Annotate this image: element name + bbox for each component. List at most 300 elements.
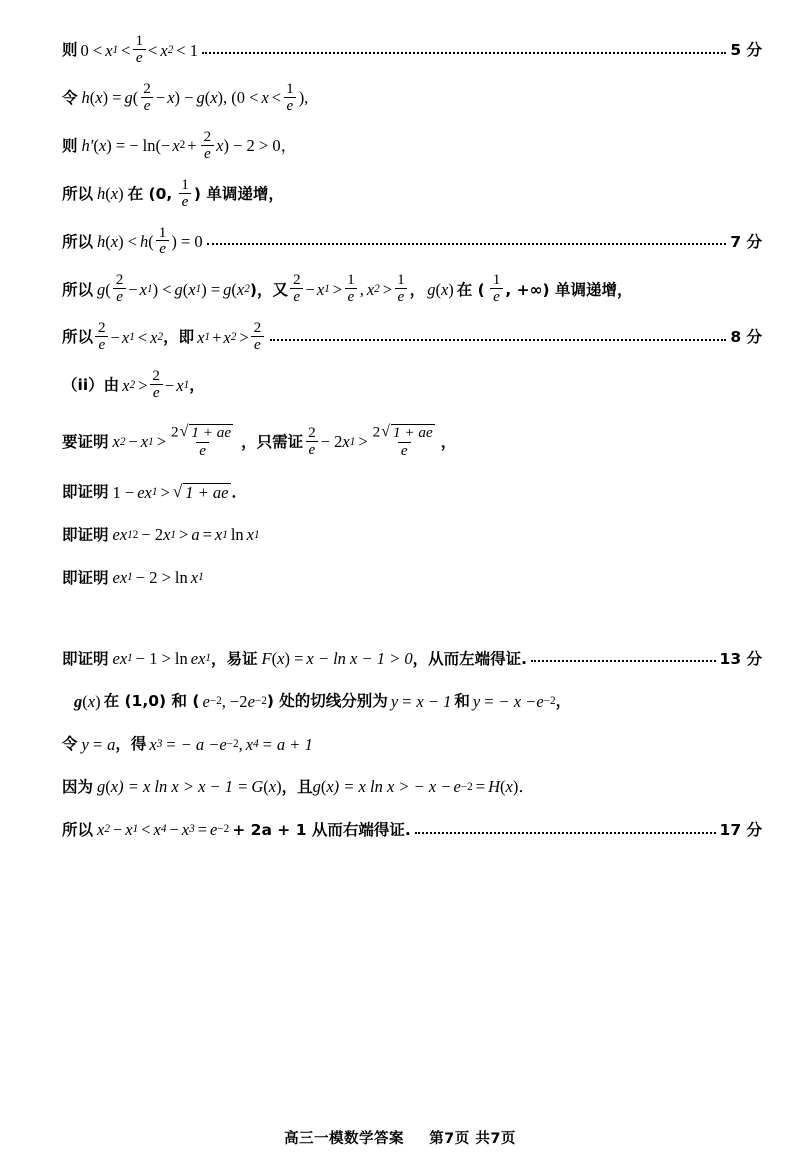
line1-frac-den: e bbox=[133, 49, 146, 66]
line15-x3-sub: 3 bbox=[156, 737, 163, 750]
line2-close: ), (0 < bbox=[217, 88, 259, 108]
line3-h-prime: h′ bbox=[81, 136, 94, 156]
line6-g3: g bbox=[223, 279, 232, 299]
line9-radicand: 1 + ae bbox=[191, 424, 232, 441]
line11-sup: 2 bbox=[132, 528, 139, 541]
line13-score: 13 分 bbox=[719, 649, 762, 668]
line12-x1: x bbox=[119, 568, 128, 588]
line7-frac2-num: 2 bbox=[253, 319, 262, 337]
line17-x2-sub: 2 bbox=[104, 823, 110, 836]
line3-xv: x bbox=[216, 136, 224, 156]
line13-close: ) = bbox=[284, 649, 304, 669]
line17-e-sup: −2 bbox=[217, 823, 230, 836]
line16-H-close: )． bbox=[512, 777, 535, 797]
line6-gf-open: ( bbox=[435, 279, 441, 299]
line3-open: ( bbox=[93, 136, 99, 156]
line2-mid: ) − bbox=[174, 88, 194, 108]
line3-x: x bbox=[98, 136, 107, 156]
line8-fraction-2-over-e bbox=[149, 368, 163, 401]
radical-icon-c: √ bbox=[172, 481, 183, 501]
line16-H-x: x bbox=[505, 777, 513, 797]
line8-x2: x bbox=[122, 375, 130, 395]
line14-g: g bbox=[74, 691, 83, 711]
line1-prefix: 则 bbox=[62, 41, 78, 60]
line17-x4-sub: 4 bbox=[160, 823, 167, 836]
line2-h: h bbox=[81, 88, 90, 108]
line2-g2-x: x bbox=[210, 88, 218, 108]
line16-G-close: ) bbox=[276, 777, 282, 797]
line16-close: ) = x ln x > x − 1 = bbox=[118, 777, 249, 797]
line3-frac-den: e bbox=[201, 145, 214, 162]
line13-mid: ，易证 bbox=[211, 649, 258, 668]
line6-gf: g bbox=[427, 279, 436, 299]
solution-line-14 bbox=[62, 692, 762, 712]
line9-frac-num-lead: 2 bbox=[171, 423, 179, 441]
line13-x1: x bbox=[119, 649, 128, 669]
line7-gt: > bbox=[239, 327, 249, 347]
line16-x: x bbox=[110, 777, 119, 797]
solution-line-16 bbox=[62, 777, 762, 797]
line2-g: g bbox=[124, 88, 133, 108]
line15-e-sup: −2 bbox=[226, 737, 239, 750]
line16-g2-open: ( bbox=[320, 777, 327, 797]
line2-paren2: ) = bbox=[102, 88, 122, 108]
line6-g3-x: x bbox=[236, 279, 245, 299]
line3-sup2: 2 bbox=[179, 139, 186, 152]
line7-dot-leader bbox=[270, 329, 726, 341]
line4-prefix: 所以 bbox=[62, 184, 94, 203]
line2-x-var: x bbox=[261, 88, 269, 108]
line10-expr: 1 − bbox=[112, 482, 135, 502]
line7-x2: x bbox=[150, 327, 158, 347]
line6-frac-den: e bbox=[113, 288, 126, 305]
line17-x4: x bbox=[153, 820, 161, 840]
line14-mid2: ) 处的切线分别为 bbox=[266, 692, 388, 711]
line8-minus: − bbox=[164, 375, 175, 395]
solution-line-1 bbox=[62, 34, 762, 67]
line6-frac2-num: 2 bbox=[292, 271, 301, 289]
line5-close: ) < bbox=[118, 232, 138, 252]
line16-G-open: ( bbox=[263, 777, 269, 797]
line9-x1: x bbox=[140, 432, 149, 452]
line2-g2-open: ( bbox=[204, 88, 211, 108]
line5-prefix: 所以 bbox=[62, 232, 94, 251]
line6-x1: x bbox=[139, 279, 147, 299]
line9-minus2: − 2 bbox=[320, 432, 343, 452]
line4-tail: ) 单调递增， bbox=[193, 184, 284, 203]
line3-fraction-2-over-e bbox=[201, 129, 215, 162]
line2-x: x bbox=[95, 88, 103, 108]
line11-eq: = bbox=[202, 525, 212, 545]
line11-gt: > bbox=[179, 525, 189, 545]
line16-g2: g bbox=[312, 777, 321, 797]
line6-g3-open: ( bbox=[231, 279, 237, 299]
line6-g3-close: )，又 bbox=[249, 280, 288, 299]
line13-ln: ln bbox=[174, 649, 188, 669]
line17-lt: < bbox=[141, 820, 151, 840]
line6-fraction-2-over-e-b bbox=[290, 272, 304, 305]
line7-fraction-2-over-e bbox=[95, 320, 109, 353]
line6-frac4-num: 1 bbox=[397, 271, 405, 289]
line1-x2: x bbox=[160, 40, 168, 60]
line6-x2c: x bbox=[366, 279, 375, 299]
line2-minus: − bbox=[155, 88, 166, 108]
line15-x4-sub: 4 bbox=[253, 737, 259, 750]
line12-x1-sub: 1 bbox=[127, 571, 133, 584]
line7-plus: + bbox=[212, 327, 222, 347]
line7-frac-den: e bbox=[95, 336, 108, 353]
line4-x: x bbox=[110, 184, 119, 204]
line3-tail: ) − 2 > 0， bbox=[223, 136, 298, 156]
line13-e: e bbox=[112, 649, 120, 669]
solution-line-9 bbox=[62, 425, 762, 460]
line9-frac2-num: 2 bbox=[308, 423, 316, 441]
line13-expr: x − ln x − 1 > 0 bbox=[306, 649, 413, 669]
line9-x1-sub: 1 bbox=[148, 435, 154, 448]
line12-prefix: 即证明 bbox=[62, 568, 109, 587]
line4-frac-den: e bbox=[179, 193, 192, 210]
line6-x1b: x bbox=[316, 279, 325, 299]
line2-g2: g bbox=[196, 88, 205, 108]
line6-frac2-den: e bbox=[290, 288, 303, 305]
line17-minus: − bbox=[112, 820, 123, 840]
line6-fraction-1-over-e-b bbox=[394, 272, 408, 305]
line9-mid: ，只需证 bbox=[241, 433, 304, 452]
line10-gt: > bbox=[160, 482, 170, 502]
line13-F: F bbox=[261, 649, 272, 669]
line12-e: e bbox=[112, 568, 120, 588]
line11-x1c: x bbox=[214, 525, 223, 545]
line13-x1b: x bbox=[198, 649, 206, 669]
footer-label: 高三一模数学答案 bbox=[284, 1131, 405, 1147]
line10-tail: ． bbox=[231, 483, 248, 502]
line11-x1-sub: 1 bbox=[127, 528, 133, 541]
line13-dot-leader bbox=[531, 650, 715, 662]
line6-frac3-num: 1 bbox=[347, 271, 355, 289]
line4-frac-num: 1 bbox=[181, 175, 189, 193]
line12-ln: ln bbox=[174, 568, 188, 588]
solution-line-15 bbox=[62, 735, 762, 755]
solution-line-6 bbox=[62, 273, 762, 306]
line15-x4: x bbox=[245, 734, 254, 754]
line5-x: x bbox=[110, 232, 119, 252]
line6-x1b-sub: 1 bbox=[324, 283, 330, 296]
solution-line-10 bbox=[62, 483, 762, 503]
line6-g: g bbox=[97, 279, 106, 299]
line14-e3-sup: −2 bbox=[543, 695, 556, 707]
line16-g2-close: ) = x ln x > − x − bbox=[333, 777, 452, 797]
line17-minus2: − bbox=[169, 820, 179, 840]
line3-prefix: 则 bbox=[62, 136, 78, 155]
line4-h: h bbox=[97, 184, 106, 204]
line8-frac-num: 2 bbox=[152, 367, 160, 385]
line14-e-sup: −2 bbox=[209, 695, 222, 707]
line10-sqrt bbox=[173, 483, 231, 502]
solution-line-11 bbox=[62, 525, 762, 545]
line17-x1: x bbox=[125, 820, 133, 840]
line5-close2: ) = 0 bbox=[171, 232, 203, 252]
solution-line-12 bbox=[62, 568, 762, 588]
line15-x3: x bbox=[149, 734, 157, 754]
line6-g2-sub: 1 bbox=[195, 283, 202, 296]
line7-mid: ，即 bbox=[163, 328, 195, 347]
line6-prefix: 所以 bbox=[62, 280, 94, 299]
line3-plus: + bbox=[187, 136, 197, 156]
line2-paren1: ( bbox=[89, 88, 96, 108]
line7-frac2-den: e bbox=[251, 336, 264, 353]
solution-body bbox=[62, 34, 762, 849]
line9-x2: x bbox=[112, 432, 120, 452]
line6-gf-close: ) bbox=[448, 279, 454, 299]
line6-frac4-den: e bbox=[395, 288, 408, 305]
line15-prefix: 令 bbox=[62, 735, 78, 754]
radical-icon: √ bbox=[179, 423, 189, 440]
line1-x2-sub: 2 bbox=[167, 43, 174, 56]
line7-x1b: x bbox=[197, 327, 205, 347]
line5-h: h bbox=[97, 232, 106, 252]
line7-x2b-sub: 2 bbox=[230, 330, 237, 343]
line2-frac2-den: e bbox=[284, 97, 297, 114]
line12-x1b: x bbox=[190, 568, 199, 588]
line8-prefix: （ii）由 bbox=[62, 376, 120, 395]
line13-minus: − 1 > bbox=[135, 649, 171, 669]
line17-x2: x bbox=[97, 820, 105, 840]
line5-frac-den: e bbox=[156, 240, 169, 257]
line9-frac2-den: e bbox=[306, 441, 319, 458]
solution-line-3 bbox=[62, 127, 762, 163]
line7-x1b-sub: 1 bbox=[204, 330, 211, 343]
line10-prefix: 即证明 bbox=[62, 483, 109, 502]
line16-open: ( bbox=[105, 777, 111, 797]
solution-line-4 bbox=[62, 175, 762, 211]
line11-ln: ln bbox=[230, 525, 244, 545]
line14-y1: y bbox=[390, 691, 399, 711]
line8-tail: ， bbox=[189, 376, 205, 395]
line1-lt1: < bbox=[121, 40, 131, 60]
line6-gf-x: x bbox=[440, 279, 449, 299]
line6-x2c-sub: 2 bbox=[374, 283, 380, 296]
line17-x3-sub: 3 bbox=[189, 823, 195, 836]
line12-minus: − 2 > bbox=[135, 568, 171, 588]
line14-e2: e bbox=[247, 691, 255, 711]
line14-x: x bbox=[87, 691, 96, 711]
line9-gt2: > bbox=[358, 432, 368, 452]
line16-G-x: x bbox=[268, 777, 277, 797]
line7-lt: < bbox=[137, 327, 148, 347]
line14-comma: , −2 bbox=[221, 691, 248, 711]
line11-x1b: x bbox=[163, 525, 171, 545]
line16-e: e bbox=[453, 777, 461, 797]
line17-x3: x bbox=[181, 820, 190, 840]
line14-eq1: = x − 1 bbox=[401, 691, 452, 711]
line15-comma: , bbox=[238, 734, 243, 754]
line2-tail: ), bbox=[298, 88, 309, 108]
line7-x1-sub: 1 bbox=[129, 330, 135, 343]
line14-mid1: 在 (1,0) 和 ( bbox=[103, 692, 200, 711]
line5-dot-leader bbox=[207, 233, 727, 245]
line15-eq3: = a + 1 bbox=[261, 734, 313, 754]
line14-e2-sup: −2 bbox=[254, 695, 267, 707]
line2-frac-den: e bbox=[141, 97, 154, 114]
line11-x1d-sub: 1 bbox=[254, 528, 260, 541]
line9-radicand-b: 1 + ae bbox=[392, 424, 433, 441]
line4-mid: 在 (0, bbox=[127, 184, 173, 203]
line13-x1-sub: 1 bbox=[127, 652, 133, 665]
line5-frac-num: 1 bbox=[158, 223, 167, 241]
line6-tail-mid: 在 ( bbox=[456, 280, 485, 299]
radical-icon-b: √ bbox=[381, 423, 390, 440]
line6-minus: − bbox=[128, 279, 138, 299]
line16-eq: = bbox=[475, 777, 486, 797]
line17-score: 17 分 bbox=[719, 820, 762, 839]
line5-open: ( bbox=[105, 232, 111, 252]
line2-frac-num: 2 bbox=[143, 79, 151, 97]
line6-g3-sub: 2 bbox=[244, 283, 250, 296]
line11-x1c-sub: 1 bbox=[222, 528, 228, 541]
line7-prefix: 所以 bbox=[62, 328, 94, 347]
line6-close: ) < bbox=[152, 279, 172, 299]
line9-prefix: 要证明 bbox=[62, 433, 109, 452]
line14-close: ) bbox=[95, 691, 101, 711]
line9-frac-den: e bbox=[196, 442, 209, 459]
solution-line-13 bbox=[62, 649, 762, 669]
line16-g: g bbox=[97, 777, 106, 797]
line8-frac-den: e bbox=[150, 384, 163, 401]
line5-fraction-1-over-e bbox=[156, 225, 170, 258]
line17-e: e bbox=[210, 820, 218, 840]
line8-x2-sub: 2 bbox=[129, 378, 136, 391]
line2-lt: < bbox=[271, 88, 282, 108]
line14-e: e bbox=[202, 691, 210, 711]
line1-dot-leader bbox=[202, 42, 726, 54]
line12-x1b-sub: 1 bbox=[198, 571, 204, 584]
line14-tail: ， bbox=[555, 692, 572, 711]
line10-x1: x bbox=[144, 482, 152, 502]
line6-fraction-1-over-e-c bbox=[490, 272, 504, 305]
line11-minus: − 2 bbox=[141, 525, 164, 545]
line11-e: e bbox=[112, 525, 120, 545]
line6-x1-sub: 1 bbox=[147, 283, 153, 296]
line1-score: 5 分 bbox=[730, 41, 762, 60]
line2-open: ( bbox=[132, 88, 139, 108]
line17-prefix: 所以 bbox=[62, 820, 94, 839]
line1-fraction-1-over-e bbox=[132, 33, 146, 66]
solution-line-7 bbox=[62, 321, 762, 354]
line1-x1-sub: 1 bbox=[112, 43, 119, 56]
line4-close: ) bbox=[118, 184, 124, 204]
line7-frac-num: 2 bbox=[98, 319, 106, 337]
line4-fraction-1-over-e bbox=[178, 177, 192, 210]
line13-x1b-sub: 1 bbox=[205, 652, 212, 665]
line6-comma: , bbox=[359, 279, 364, 299]
line9-sqrt-b bbox=[381, 424, 434, 442]
line9-fraction-rad-over-e bbox=[168, 424, 237, 459]
line6-g2-open: ( bbox=[182, 279, 189, 299]
line8-gt: > bbox=[138, 375, 148, 395]
line6-g2-x: x bbox=[188, 279, 196, 299]
line6-comma2: ， bbox=[409, 280, 426, 299]
line9-x2-sub: 2 bbox=[119, 435, 126, 448]
line13-open: ( bbox=[271, 649, 278, 669]
line6-fraction-1-over-e bbox=[344, 272, 358, 305]
line2-fraction-1-over-e bbox=[283, 81, 297, 114]
line1-frac-num: 1 bbox=[135, 32, 144, 49]
line5-score: 7 分 bbox=[730, 232, 762, 251]
line1-x1: x bbox=[105, 40, 113, 60]
line6-open: ( bbox=[105, 279, 111, 299]
line3-close: ) = − ln(− bbox=[106, 136, 171, 156]
line9-frac3-num bbox=[370, 424, 439, 442]
line9-frac3-den: e bbox=[398, 442, 411, 459]
line13-prefix: 即证明 bbox=[62, 649, 109, 668]
line2-xv: x bbox=[167, 88, 175, 108]
line6-gt: > bbox=[332, 279, 343, 299]
line2-prefix: 令 bbox=[62, 89, 78, 108]
line16-G: G bbox=[251, 777, 264, 797]
line9-gt: > bbox=[156, 432, 167, 452]
line3-x2: x bbox=[172, 136, 180, 156]
line9-tail: ， bbox=[440, 433, 457, 452]
line6-fraction-2-over-e bbox=[113, 272, 127, 305]
line9-minus: − bbox=[128, 432, 138, 452]
line17-dot-leader bbox=[415, 822, 716, 834]
line9-sqrt bbox=[180, 424, 233, 442]
line9-frac-num bbox=[168, 424, 237, 442]
line11-x1d: x bbox=[246, 525, 254, 545]
line1-lt2: < bbox=[148, 40, 158, 60]
line14-eq2: = − x − bbox=[483, 691, 537, 711]
line6-frac5-den: e bbox=[490, 288, 503, 305]
solution-line-8 bbox=[62, 369, 762, 402]
line6-frac5-num: 1 bbox=[492, 271, 501, 289]
line14-e3: e bbox=[536, 691, 544, 711]
line6-g2: g bbox=[174, 279, 183, 299]
solution-line-17 bbox=[62, 820, 762, 840]
line6-tail: , +∞) 单调递增， bbox=[505, 280, 633, 299]
line15-mid: ，得 bbox=[115, 735, 147, 754]
line9-fraction-2-over-e bbox=[305, 425, 319, 458]
line10-x1-sub: 1 bbox=[151, 485, 158, 498]
line7-score: 8 分 bbox=[730, 328, 762, 347]
line7-x1: x bbox=[121, 327, 130, 347]
line1-expr-a: 0 < bbox=[80, 40, 103, 60]
line17-eq: = bbox=[197, 820, 208, 840]
line10-radicand: 1 + ae bbox=[185, 482, 229, 502]
line6-frac-num: 2 bbox=[115, 271, 124, 289]
line11-prefix: 即证明 bbox=[62, 526, 109, 545]
line9-frac3-num-lead: 2 bbox=[372, 423, 381, 441]
line2-frac2-num: 1 bbox=[286, 79, 294, 97]
line7-minus: − bbox=[110, 327, 120, 347]
line3-frac-num: 2 bbox=[203, 127, 212, 145]
line16-prefix: 因为 bbox=[62, 778, 94, 797]
line2-fraction-2-over-e bbox=[140, 81, 154, 114]
line8-x1-sub: 1 bbox=[183, 378, 190, 391]
line9-x1b-sub: 1 bbox=[349, 435, 356, 448]
line15-eq: = a bbox=[91, 734, 116, 754]
line4-open: ( bbox=[105, 184, 111, 204]
line16-mid: ，且 bbox=[281, 778, 313, 797]
line11-x1b-sub: 1 bbox=[170, 528, 177, 541]
line16-H: H bbox=[488, 777, 500, 797]
line13-tail: ，从而左端得证. bbox=[412, 649, 528, 668]
page-footer bbox=[0, 1127, 800, 1148]
footer-page-number: 第7页 共7页 bbox=[429, 1131, 516, 1147]
line16-g2-x: x bbox=[326, 777, 334, 797]
line6-minus2: − bbox=[305, 279, 315, 299]
line6-g2-close: ) = bbox=[201, 279, 221, 299]
line14-y2: y bbox=[472, 691, 481, 711]
